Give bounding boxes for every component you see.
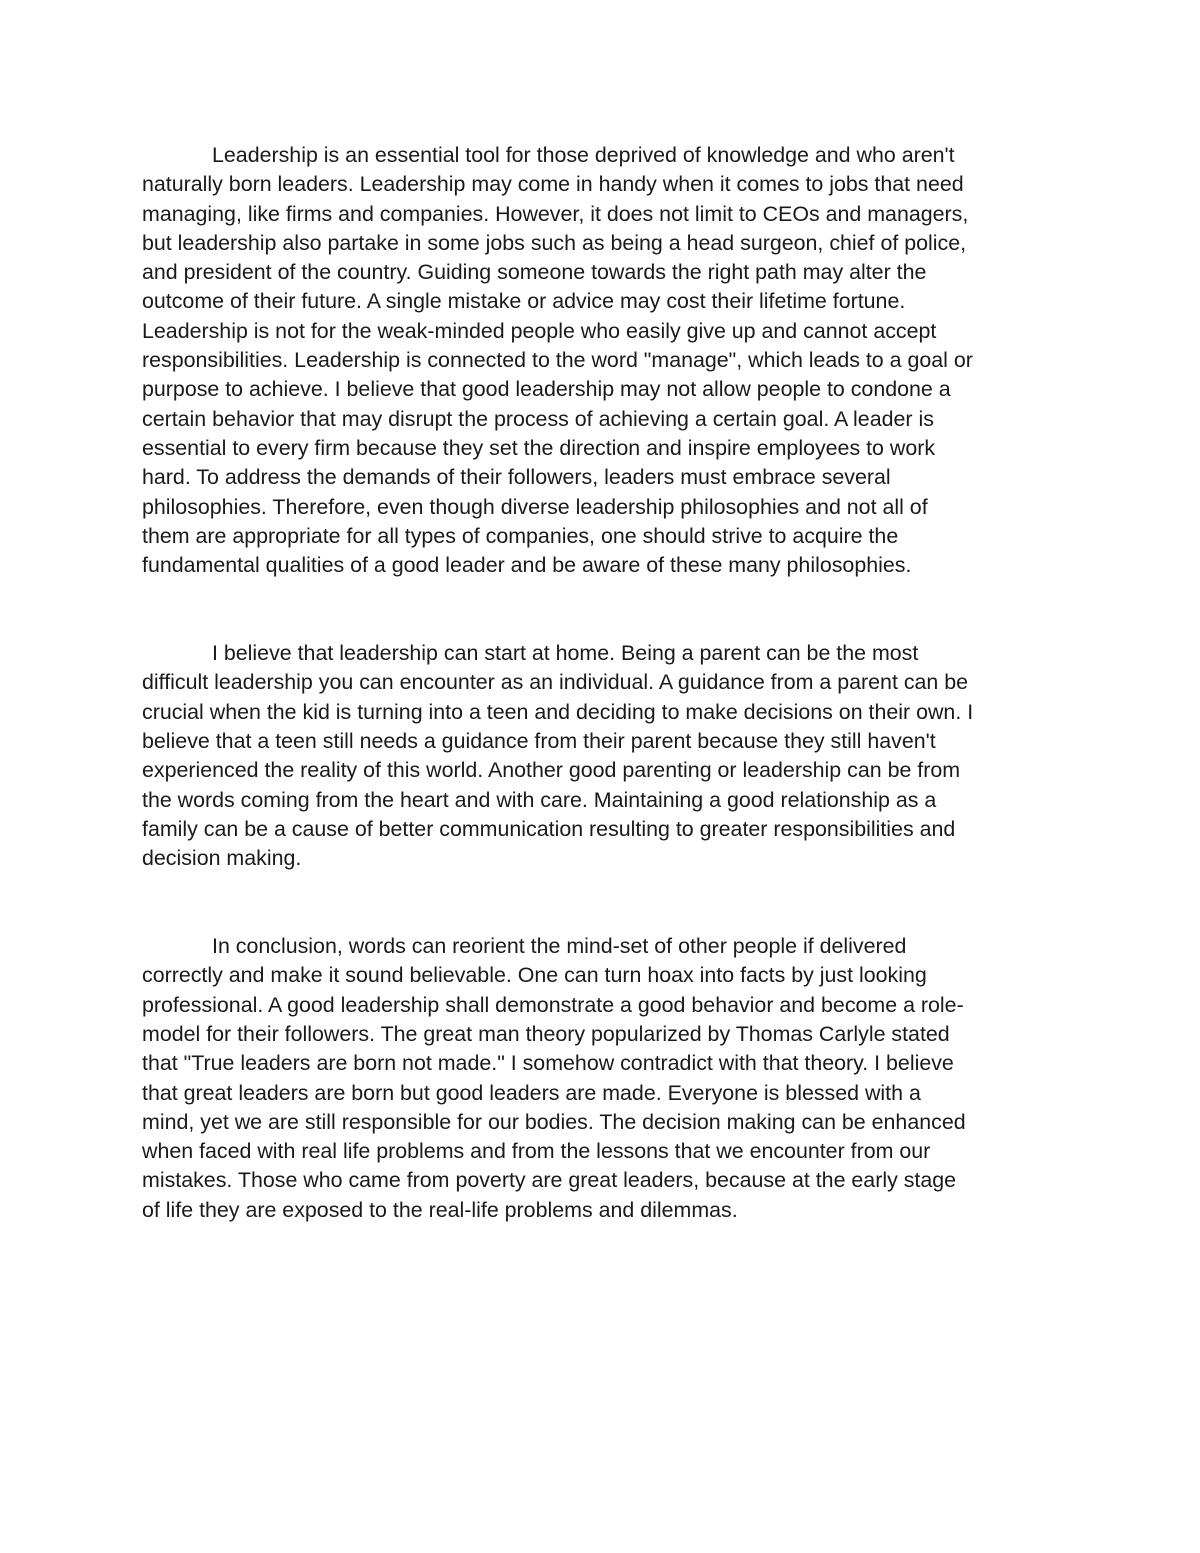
paragraph-2: I believe that leadership can start at home. Being a parent can be the most difficult leadership you can encounter as an individual. A guidance from a parent can be crucial when the kid is turning into a teen and deciding to make decisions on their own. I believe that a teen still needs a guidance from their parent because they still haven't experienced the reality of this world. Another good parenting or leadership can be from the words coming from the heart and with care. Maintaining a good relationship as a family can be a cause of better communication resulting to greater responsibilities and decision making.	[142, 641, 974, 871]
paragraph-1: Leadership is an essential tool for those deprived of knowledge and who aren't naturally born leaders. Leadership may come in handy when it comes to jobs that need managing, like firms and companies. However, it does not limit to CEOs and managers, but leadership also partake in some jobs such as being a head surgeon, chief of police, and president of the country. Guiding someone towards the right path may alter the outcome of their future. A single mistake or advice may cost their lifetime fortune. Leadership is not for the weak-minded people who easily give up and cannot accept responsibilities. Leadership is connected to the word "manage", which leads to a goal or purpose to achieve. I believe that good leadership may not allow people to condone a certain behavior that may disrupt the process of achieving a certain goal. A leader is essential to every firm because they set the direction and inspire employees to work hard. To address the demands of their followers, leaders must embrace several philosophies. Therefore, even though diverse leadership philosophies and not all of them are appropriate for all types of companies, one should strive to acquire the fundamental qualities of a good leader and be aware of these many philosophies.	[142, 143, 973, 578]
essay-body	[142, 141, 1062, 1225]
paragraph-3: In conclusion, words can reorient the mind-set of other people if delivered correctly and make it sound believable. One can turn hoax into facts by just looking professional. A good leadership shall demonstrate a good behavior and become a role- model for their followers. The great man theory popularized by Thomas Carlyle stated that "True leaders are born not made." I somehow contradict with that theory. I believe that great leaders are born but good leaders are made. Everyone is blessed with a mind, yet we are still responsible for our bodies. The decision making can be enhanced when faced with real life problems and from the lessons that we encounter from our mistakes. Those who came from poverty are great leaders, because at the early stage of life they are exposed to the real-life problems and dilemmas.	[142, 934, 966, 1222]
